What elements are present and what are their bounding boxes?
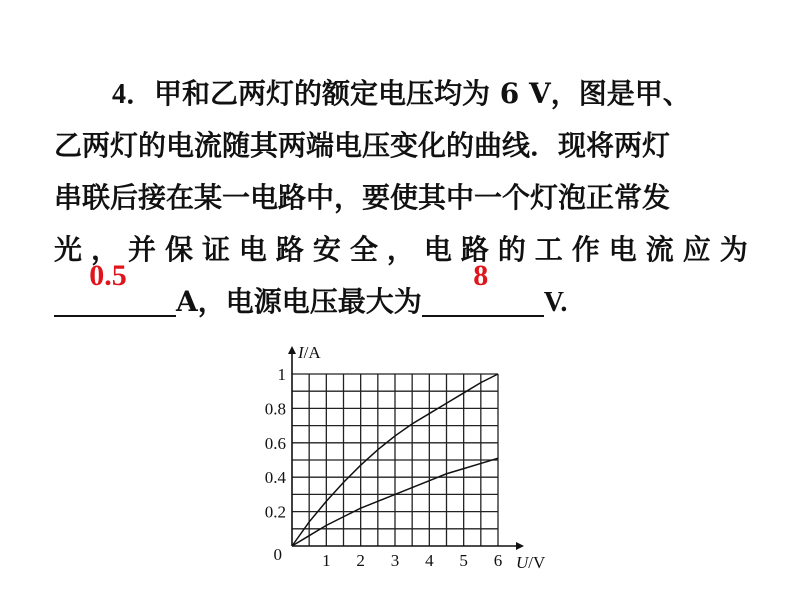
- iu-graph: [240, 332, 560, 582]
- y-axis-label: [297, 343, 321, 362]
- y-tick-label: 0.4: [264, 468, 286, 488]
- y-tick-label: 0.6: [264, 433, 286, 453]
- question-line-4-char: 路: [275, 233, 304, 266]
- x-tick-label: 4: [425, 551, 434, 570]
- question-text: [54, 68, 754, 328]
- question-line-4-char: 安: [312, 233, 341, 266]
- y-axis-arrow: [288, 346, 296, 354]
- question-line-5: [54, 259, 754, 328]
- graph-grid: [292, 374, 498, 546]
- question-line-4-char: 为: [719, 233, 748, 266]
- question-line-4-char: 保: [164, 233, 193, 266]
- question-line-4-char: 电: [608, 233, 637, 266]
- x-tick-label: 3: [390, 551, 400, 570]
- origin-label: 0: [273, 545, 282, 564]
- question-line-4-char: ，: [386, 233, 415, 266]
- question-line-4-char: 的: [497, 233, 526, 266]
- y-axis-label-var: I: [298, 343, 304, 362]
- answer-current: 0.5: [89, 259, 127, 292]
- y-tick-label: 0.2: [264, 502, 286, 522]
- question-line-4-char: 流: [645, 233, 674, 266]
- x-tick-label: 5: [459, 551, 468, 570]
- answer-voltage: 8: [473, 259, 489, 292]
- question-line-4-char: 全: [349, 233, 378, 266]
- x-tick-label: 6: [493, 551, 503, 570]
- question-line-4-char: 光: [54, 233, 83, 266]
- x-axis-label: [516, 553, 546, 572]
- x-axis-label-unit: /V: [528, 553, 546, 572]
- question-line-4-char: 路: [460, 233, 489, 266]
- question-line-4-char: 应: [682, 233, 711, 266]
- y-axis-label-unit: /A: [303, 343, 321, 362]
- answer-blank-voltage[interactable]: [422, 259, 544, 317]
- question-line-4-char: ，: [90, 233, 119, 266]
- question-line-5-end: V.: [543, 287, 568, 318]
- y-tick-label: 1: [277, 365, 286, 384]
- y-tick-label: 0.8: [264, 399, 286, 419]
- question-line-4-char: 工: [534, 233, 563, 266]
- question-line-1: [54, 68, 754, 120]
- x-tick-label: 1: [322, 551, 331, 570]
- question-line-5-mid: A，电源电压最大为: [176, 285, 422, 318]
- question-line-4-char: 电: [238, 233, 267, 266]
- question-number: 4: [112, 79, 126, 110]
- x-tick-label: 2: [356, 551, 365, 570]
- question-line-3: 串联后接在某一电路中，要使其中一个灯泡正常发: [54, 181, 671, 214]
- x-axis-label-var: U: [516, 553, 529, 572]
- question-line-1-text: ．甲和乙两灯的额定电压均为 6 V，图是甲、: [126, 77, 691, 110]
- answer-blank-current[interactable]: [54, 259, 176, 317]
- question-line-4-char: 作: [571, 233, 600, 266]
- question-line-4-char: 电: [423, 233, 452, 266]
- graph-axes: [288, 346, 524, 550]
- question-line-2: 乙两灯的电流随其两端电压变化的曲线．现将两灯: [54, 129, 671, 162]
- question-line-4-char: 证: [201, 233, 230, 266]
- x-axis-arrow: [516, 542, 524, 550]
- question-line-4-char: 并: [127, 233, 156, 266]
